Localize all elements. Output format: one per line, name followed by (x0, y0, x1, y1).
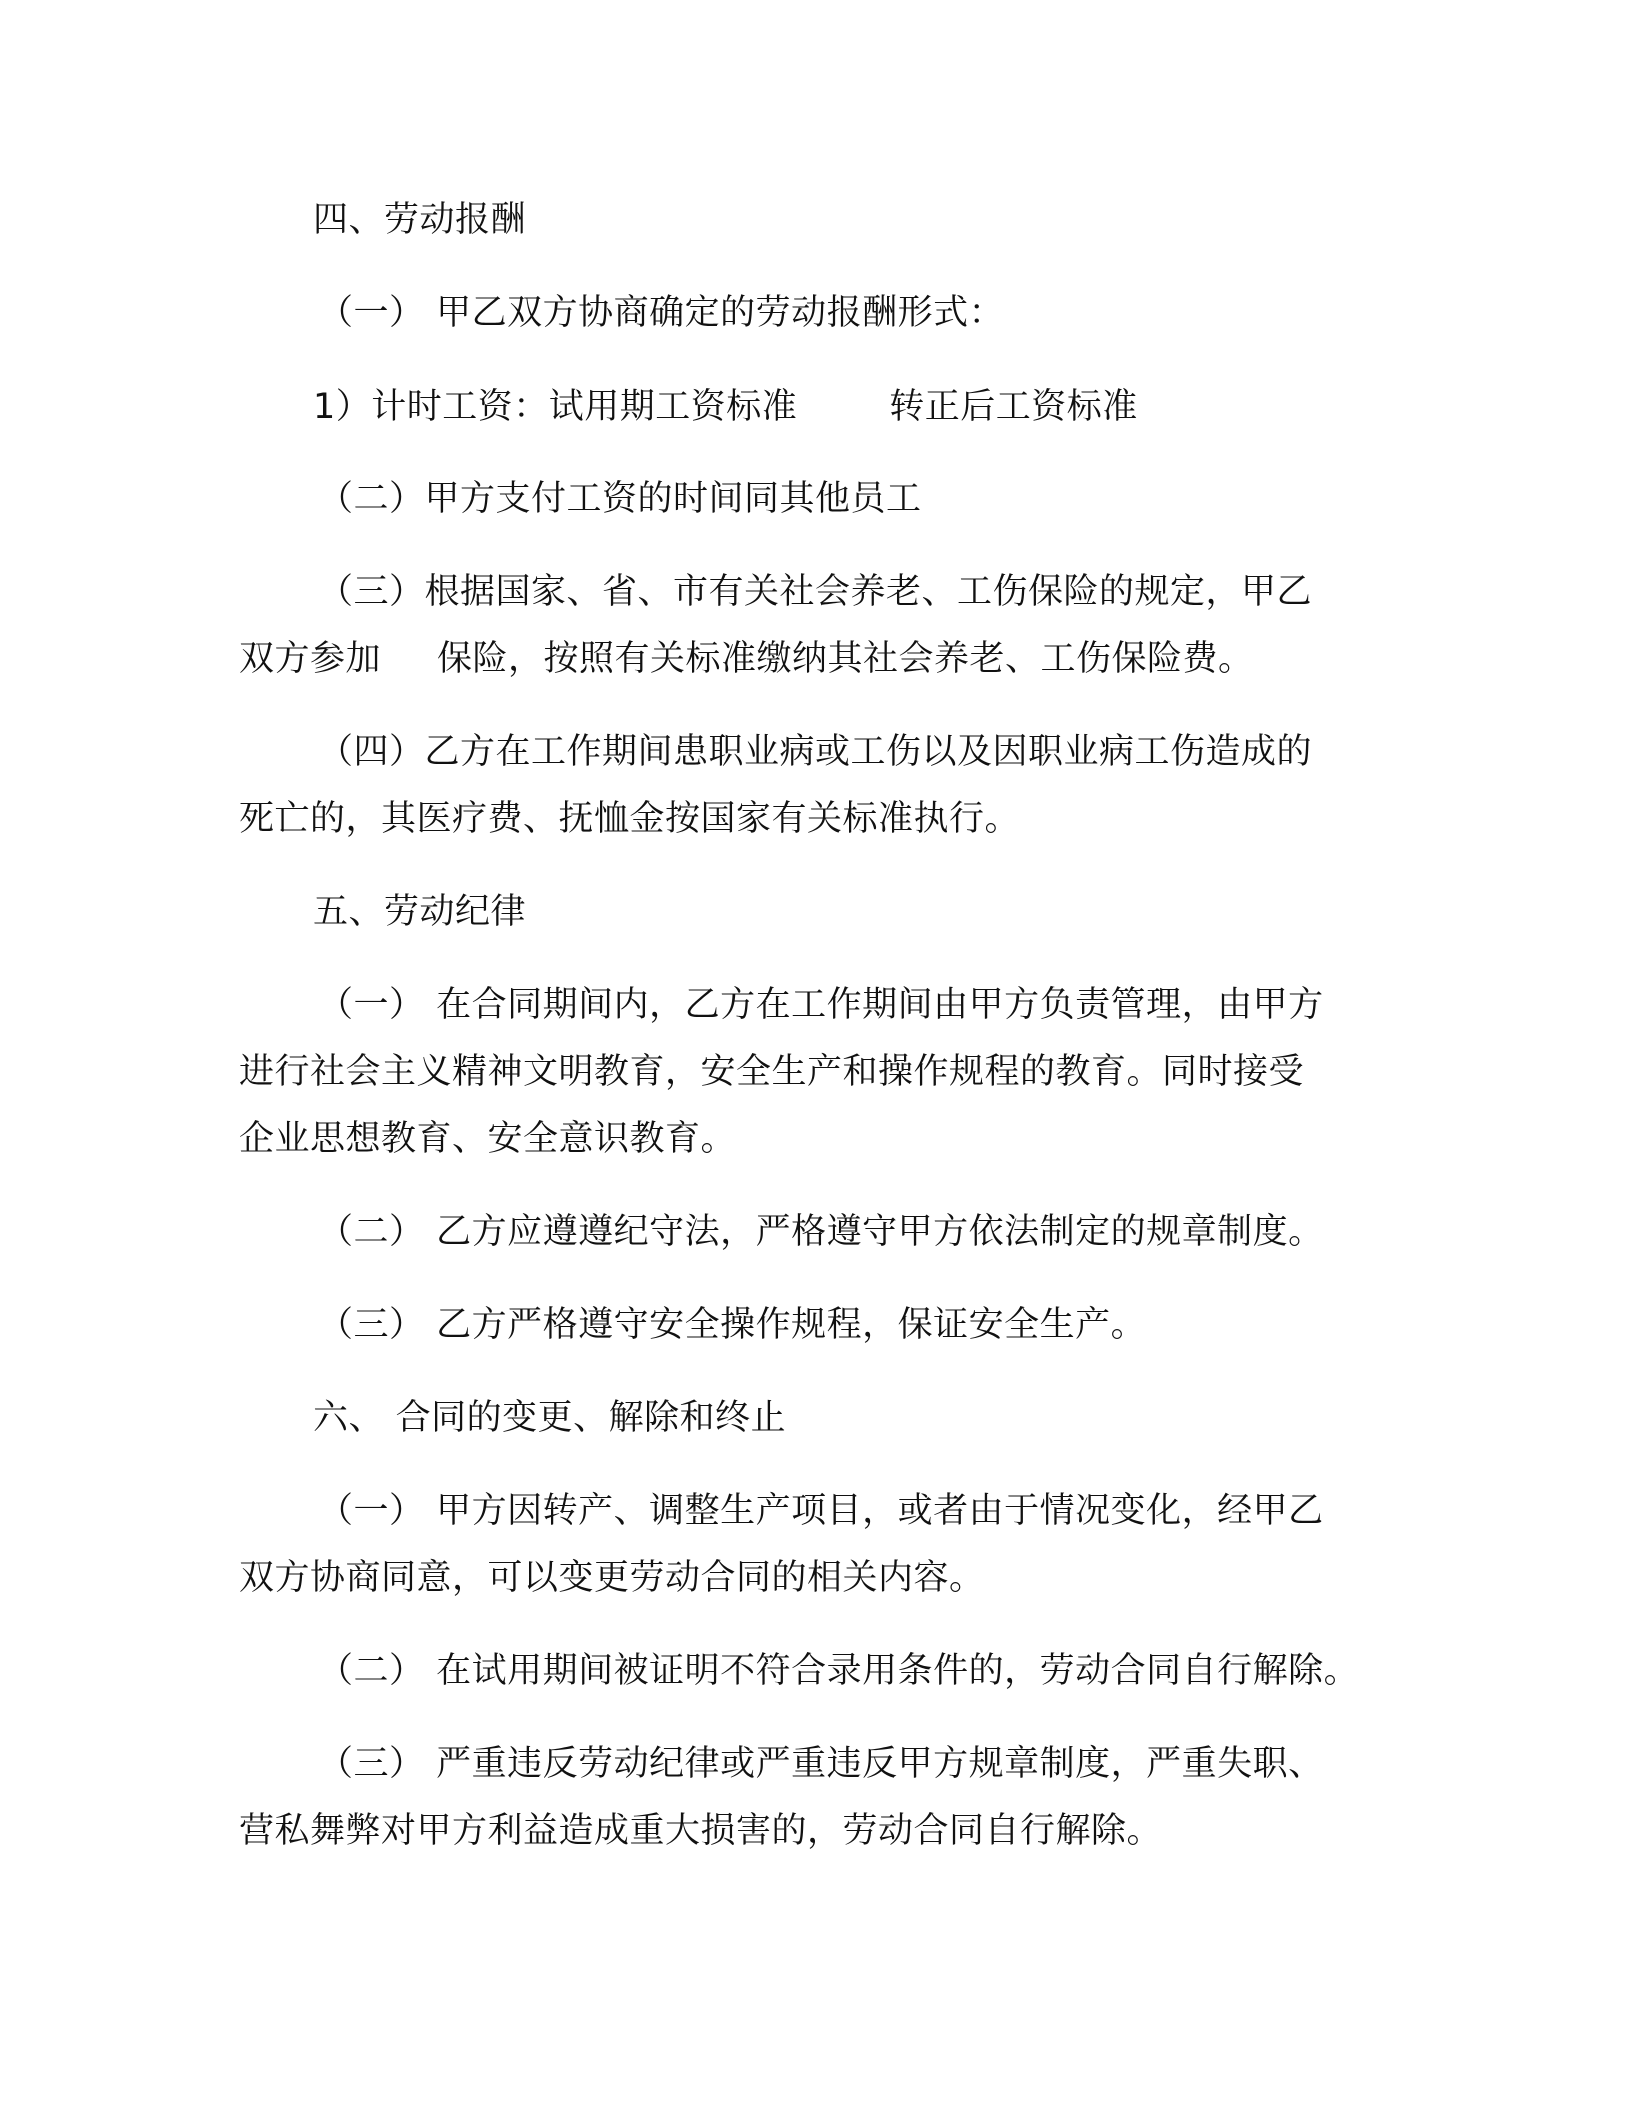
paragraph: 双方协商同意，可以变更劳动合同的相关内容。 (239, 1558, 985, 1598)
paragraph: （二） 在试用期间被证明不符合录用条件的，劳动合同自行解除。 (318, 1651, 1360, 1691)
paragraph: （一） 甲乙双方协商确定的劳动报酬形式： (318, 293, 1005, 333)
paragraph: （一） 在合同期间内，乙方在工作期间由甲方负责管理，由甲方 (318, 985, 1324, 1025)
paragraph: （二）甲方支付工资的时间同其他员工 (318, 479, 922, 519)
paragraph: （三） 严重违反劳动纪律或严重违反甲方规章制度，严重失职、 (318, 1744, 1324, 1784)
paragraph-text: 1）计时工资：试用期工资标准 (313, 387, 798, 427)
paragraph: （一） 甲方因转产、调整生产项目，或者由于情况变化，经甲乙 (318, 1491, 1324, 1531)
section-heading-4: 四、劳动报酬 (313, 200, 527, 240)
paragraph (313, 383, 1138, 431)
paragraph: 营私舞弊对甲方利益造成重大损害的，劳动合同自行解除。 (239, 1811, 1163, 1851)
paragraph (239, 635, 1254, 683)
paragraph: 死亡的，其医疗费、抚恤金按国家有关标准执行。 (239, 799, 1021, 839)
paragraph: 企业思想教育、安全意识教育。 (239, 1119, 737, 1159)
paragraph-text: 双方参加 (239, 639, 382, 679)
paragraph: （二） 乙方应遵遵纪守法，严格遵守甲方依法制定的规章制度。 (318, 1212, 1324, 1252)
paragraph-text: 保险，按照有关标准缴纳其社会养老、工伤保险费。 (437, 639, 1254, 679)
section-heading-6: 六、 合同的变更、解除和终止 (313, 1398, 787, 1438)
paragraph: （三） 乙方严格遵守安全操作规程，保证安全生产。 (318, 1305, 1147, 1345)
paragraph-text: 转正后工资标准 (889, 387, 1138, 427)
paragraph: （四）乙方在工作期间患职业病或工伤以及因职业病工伤造成的 (318, 732, 1313, 772)
section-heading-5: 五、劳动纪律 (313, 892, 527, 932)
paragraph: （三）根据国家、省、市有关社会养老、工伤保险的规定，甲乙 (318, 572, 1313, 612)
paragraph: 进行社会主义精神文明教育，安全生产和操作规程的教育。同时接受 (239, 1052, 1305, 1092)
